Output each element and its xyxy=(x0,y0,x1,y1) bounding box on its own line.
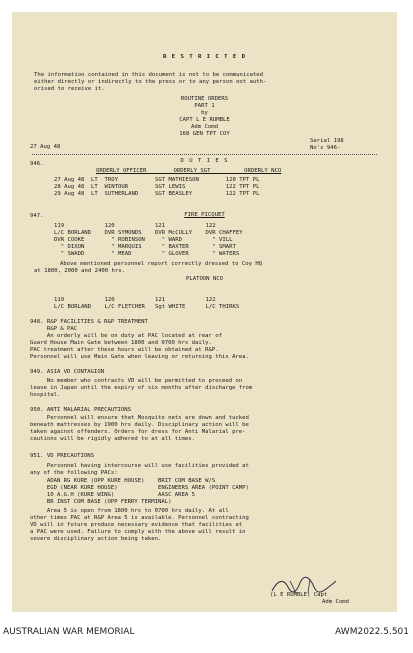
platoon-nco-row: L/C BORLAND L/C FLETCHER Sgt WHITE L/C THIRKS xyxy=(54,304,240,310)
section-948-line: An orderly will be on duty at PAC located at rear of xyxy=(30,333,222,339)
intro-line-3: orised to receive it. xyxy=(34,86,105,92)
fire-picquet-title: FIRE PICQUET xyxy=(184,212,225,218)
section-950-line: cautions will be rigidly adhered to at all times. xyxy=(30,436,196,442)
section-951-line: EGD (NEAR KURE HOUSE) ENGINEERS AREA (POINT CAMP) xyxy=(30,485,249,491)
fire-picquet-row: L/C BORLAND DVR SYMONDS DVR McCULLY DVR CHAFFEY xyxy=(54,230,243,236)
section-951-line: ADAN RG KURE (OPP KURE HOUSE) BRIT COM BASE W/S xyxy=(30,478,216,484)
restricted-marking: R E S T R I C T E D xyxy=(163,54,246,60)
section-951-line: BR INST COM BASE (OPP FERRY TERMINAL) xyxy=(30,499,172,505)
section-948-line: R&P & PAC xyxy=(30,326,78,332)
fire-picquet-row: 119 120 121 122 xyxy=(54,223,216,229)
section-950-line: 950. ANTI MALARIAL PRECAUTIONS xyxy=(30,407,132,413)
order-date: 27 Aug 48 xyxy=(30,144,61,150)
section-948-line: PAC treatment after these hours will be obtained at R&P. xyxy=(30,347,219,353)
platoon-nco-row: 119 120 121 122 xyxy=(54,297,216,303)
section-951-line: other times PAC at R&P Area 5 is available. Personnel contracting xyxy=(30,515,249,521)
section-951-line: a PAC were used. Failure to comply with the above will result in xyxy=(30,529,246,535)
archive-footer xyxy=(0,617,413,653)
signature-appointment: Adm Comd xyxy=(322,599,349,605)
duties-number: 946. xyxy=(30,161,44,167)
archive-accession-number: AWM2022.5.501 xyxy=(335,627,409,637)
duties-row: 27 Aug 48 LT TROY SGT MATHIESON 120 TPT PL xyxy=(54,177,260,183)
section-948-line: 948. R&P FACILITIES & R&P TREATMENT xyxy=(30,319,148,325)
fire-picquet-row: DVR COOKE " ROBINSON " WARD " VILL xyxy=(54,237,233,243)
duties-row: 29 Aug 48 LT SUTHERLAND SGT BEASLEY 122 TPT PL xyxy=(54,191,260,197)
intro-line-1: The information contained in this document is not to be communicated xyxy=(34,72,264,78)
heading-line-6: 168 GEN TPT COY xyxy=(179,131,230,137)
intro-line-2: either directly or indirectly to the press or to any person not auth- xyxy=(34,79,267,85)
signature-block: (L E RUMBLE) Capt xyxy=(270,592,328,598)
section-949-line: No member who contracts VD will be permitted to proceed on xyxy=(30,378,243,384)
serial-number: Serial 198 xyxy=(310,138,344,144)
platoon-nco-title: PLATOON NCO xyxy=(185,276,224,282)
section-949-line: 949. ASIA VD CONTAGION xyxy=(30,369,105,375)
fire-picquet-note: Above mentioned personnel report correctly dressed to Coy HQ xyxy=(60,261,263,267)
fire-picquet-row: " SWADD " MEAD " GLOVER " WATERS xyxy=(54,251,240,257)
duties-title: D U T I E S xyxy=(180,158,229,164)
section-950-line: Personnel will ensure that Mosquito nets are down and tucked xyxy=(30,415,249,421)
section-948-line: Personnel will use Main Gate when leaving or returning this Area. xyxy=(30,354,249,360)
section-951-line: 10 A.G.H (KURE WING) AASC AREA 5 xyxy=(30,492,196,498)
duties-header: ORDERLY OFFICER ORDERLY SGT ORDERLY NCO xyxy=(96,168,282,174)
heading-line-1: ROUTINE ORDERS xyxy=(180,96,229,102)
section-951-line: Area 5 is open from 1800 hrs to 0700 hrs daily. At all xyxy=(30,508,229,514)
serial-order-numbers: No's 946- xyxy=(310,145,341,151)
section-951-line: any of the following PACs: xyxy=(30,470,118,476)
archive-name: AUSTRALIAN WAR MEMORIAL xyxy=(3,627,135,637)
heading-line-5: Adm Comd xyxy=(191,124,218,130)
section-951-line: Personnel having intercourse will use facilities provided at xyxy=(30,463,249,469)
duties-row: 28 Aug 48 LT WINTOUR SGT LEWIS 122 TPT PL xyxy=(54,184,260,190)
section-950-line: taken against offenders. Orders for dress for Anti Malarial pre- xyxy=(30,429,246,435)
section-951-line: VD will in future produce necessary evidence that facilities at xyxy=(30,522,243,528)
section-948-line: Guard House Main Gate between 1800 and 0700 hrs daily. xyxy=(30,340,212,346)
section-950-line: beneath mattresses by 1900 hrs daily. Disciplinary action will be xyxy=(30,422,249,428)
fire-picquet-number: 947. xyxy=(30,213,44,219)
heading-line-3: by xyxy=(201,110,208,116)
section-949-line: leave in Japan until the expiry of six months after discharge from xyxy=(30,385,253,391)
heading-line-2: PART 1 xyxy=(194,103,215,109)
section-951-line: severe disciplinary action being taken. xyxy=(30,536,162,542)
heading-line-4: CAPT L E RUMBLE xyxy=(179,117,230,123)
fire-picquet-row: " DIXON " MARQUIS " BAXTER " SMART xyxy=(54,244,236,250)
divider xyxy=(32,154,377,155)
section-949-line: hospital. xyxy=(30,392,61,398)
section-951-line: 951. VD PRECAUTIONS xyxy=(30,453,94,459)
document-page xyxy=(12,12,397,612)
fire-picquet-note: at 1800, 2000 and 2400 hrs. xyxy=(34,268,125,274)
